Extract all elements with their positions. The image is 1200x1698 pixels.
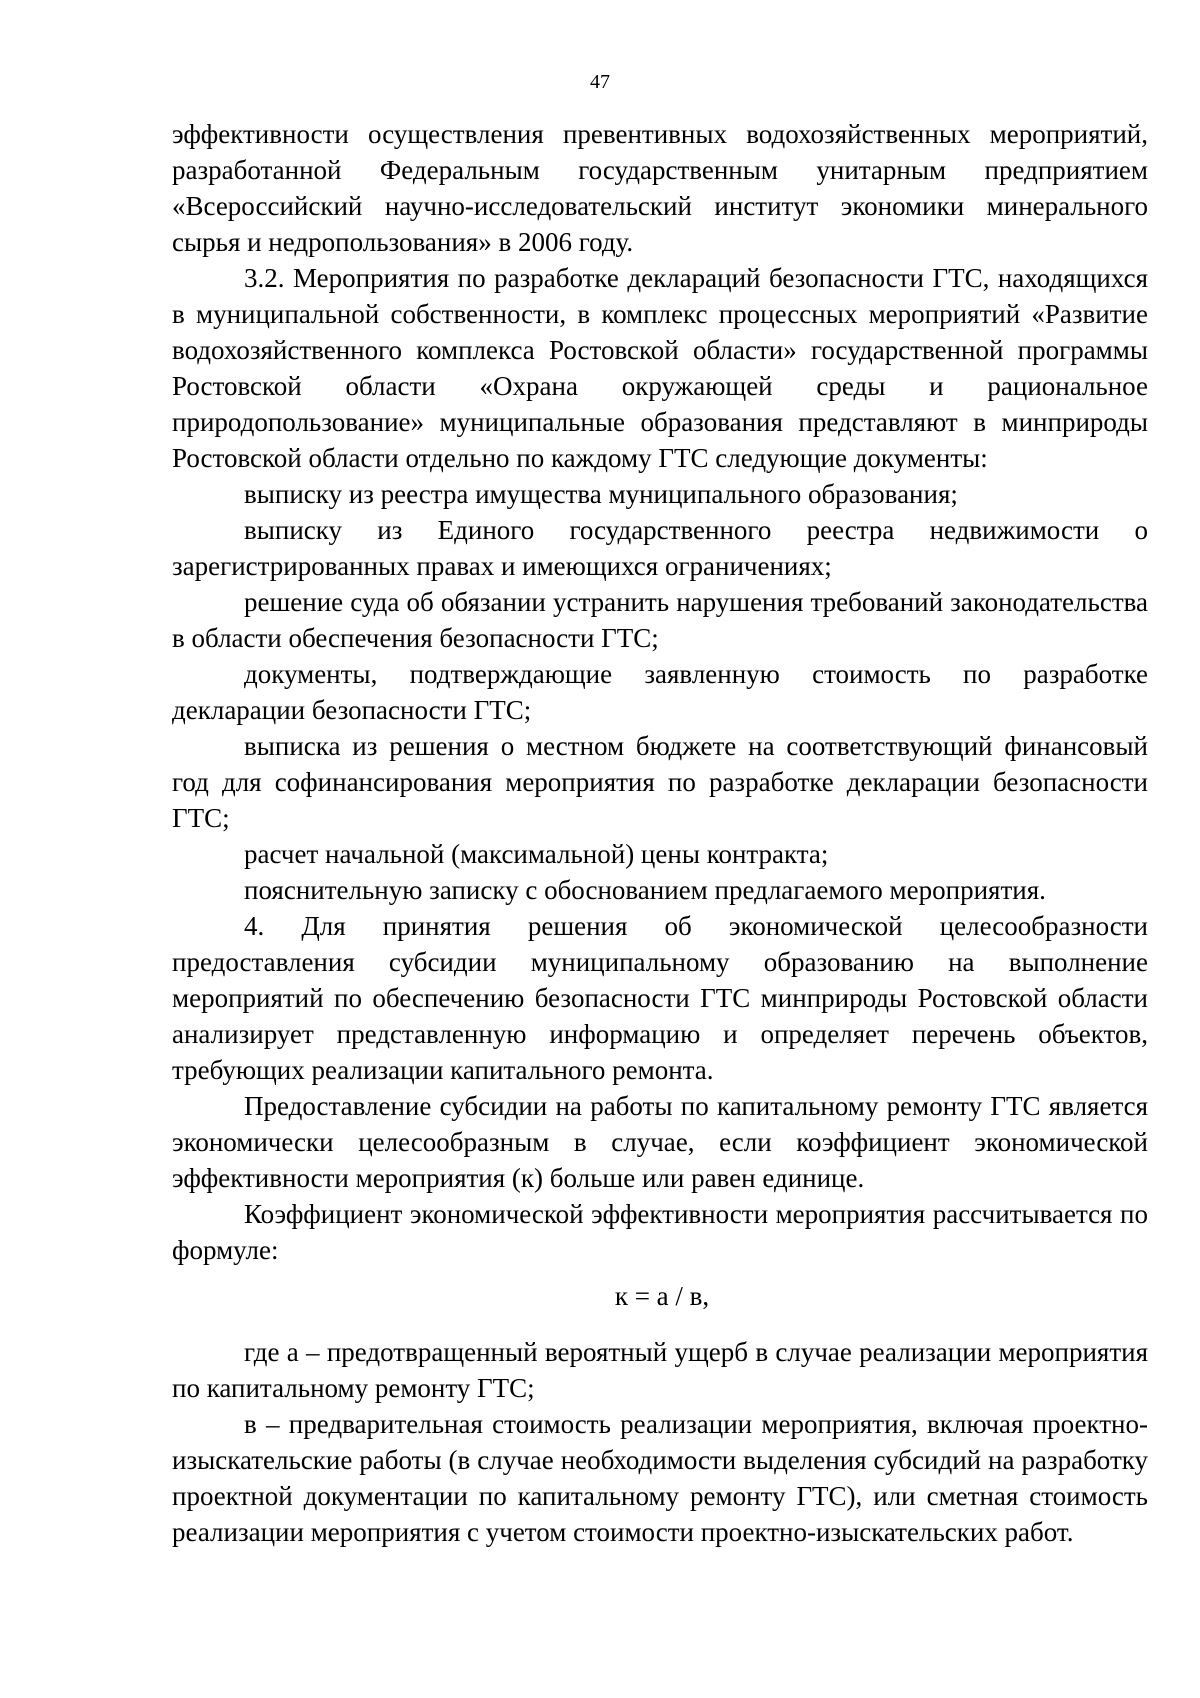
paragraph-definition-a: где а – предотвращенный вероятный ущерб в случае реализации мероприятия по капитальному ремонту ГТС; [172,1337,1148,1403]
paragraph-3-2: 3.2. Мероприятия по разработке деклараций безопасности ГТС, находящихся в муниципальной собственности, в комплекс процессных мероприятий «Развитие водохозяйственного комплекса Ростовской области» государственной программы Ростовской области «Охрана окружающей среды и рациональное природопользование» муниципальные образования представляют в минприроды Ростовской области отдельно по каждому ГТС следующие документы: [172,263,1148,473]
document-body [172,116,1148,1550]
list-item-budget-extract: выписка из решения о местном бюджете на соответствующий финансовый год для софинансирования мероприятия по разработке декларации безопасности ГТС; [172,731,1148,833]
list-item-property-register: выписку из реестра имущества муниципального образования; [244,479,958,509]
paragraph-4: 4. Для принятия решения об экономической целесообразности предоставления субсидии муниципальному образованию на выполнение мероприятий по обеспечению безопасности ГТС минприроды Ростовской области анализирует представленную информацию и определяет перечень объектов, требующих реализации капитального ремонта. [172,911,1148,1085]
list-item-explanatory-note: пояснительную записку с обоснованием предлагаемого мероприятия. [244,875,1046,905]
paragraph-coefficient-intro: Коэффициент экономической эффективности мероприятия рассчитывается по формуле: [172,1199,1148,1265]
paragraph-subsidy-condition: Предоставление субсидии на работы по капитальному ремонту ГТС является экономически целесообразным в случае, если коэффициент экономической эффективности мероприятия (к) больше или равен единице. [172,1091,1148,1193]
paragraph-methodology-continuation: эффективности осуществления превентивных водохозяйственных мероприятий, разработанной Федеральным государственным унитарным предприятием «Всероссийский научно-исследовательский институт экономики минерального сырья и недропользования» в 2006 году. [172,119,1148,257]
list-item-cost-documents: документы, подтверждающие заявленную стоимость по разработке декларации безопасности ГТС; [172,659,1148,725]
paragraph-definition-v: в – предварительная стоимость реализации мероприятия, включая проектно-изыскательские работы (в случае необходимости выделения субсидий на разработку проектной документации по капитальному ремонту ГТС), или сметная стоимость реализации мероприятия с учетом стоимости проектно-изыскательских работ. [172,1409,1148,1547]
page-number: 47 [590,71,610,93]
formula: к = а / в, [614,1281,710,1311]
list-item-real-estate-register: выписку из Единого государственного реестра недвижимости о зарегистрированных правах и имеющихся ограничениях; [172,515,1148,581]
list-item-contract-price: расчет начальной (максимальной) цены контракта; [244,839,829,869]
list-item-court-decision: решение суда об обязании устранить нарушения требований законодательства в области обеспечения безопасности ГТС; [172,587,1148,653]
